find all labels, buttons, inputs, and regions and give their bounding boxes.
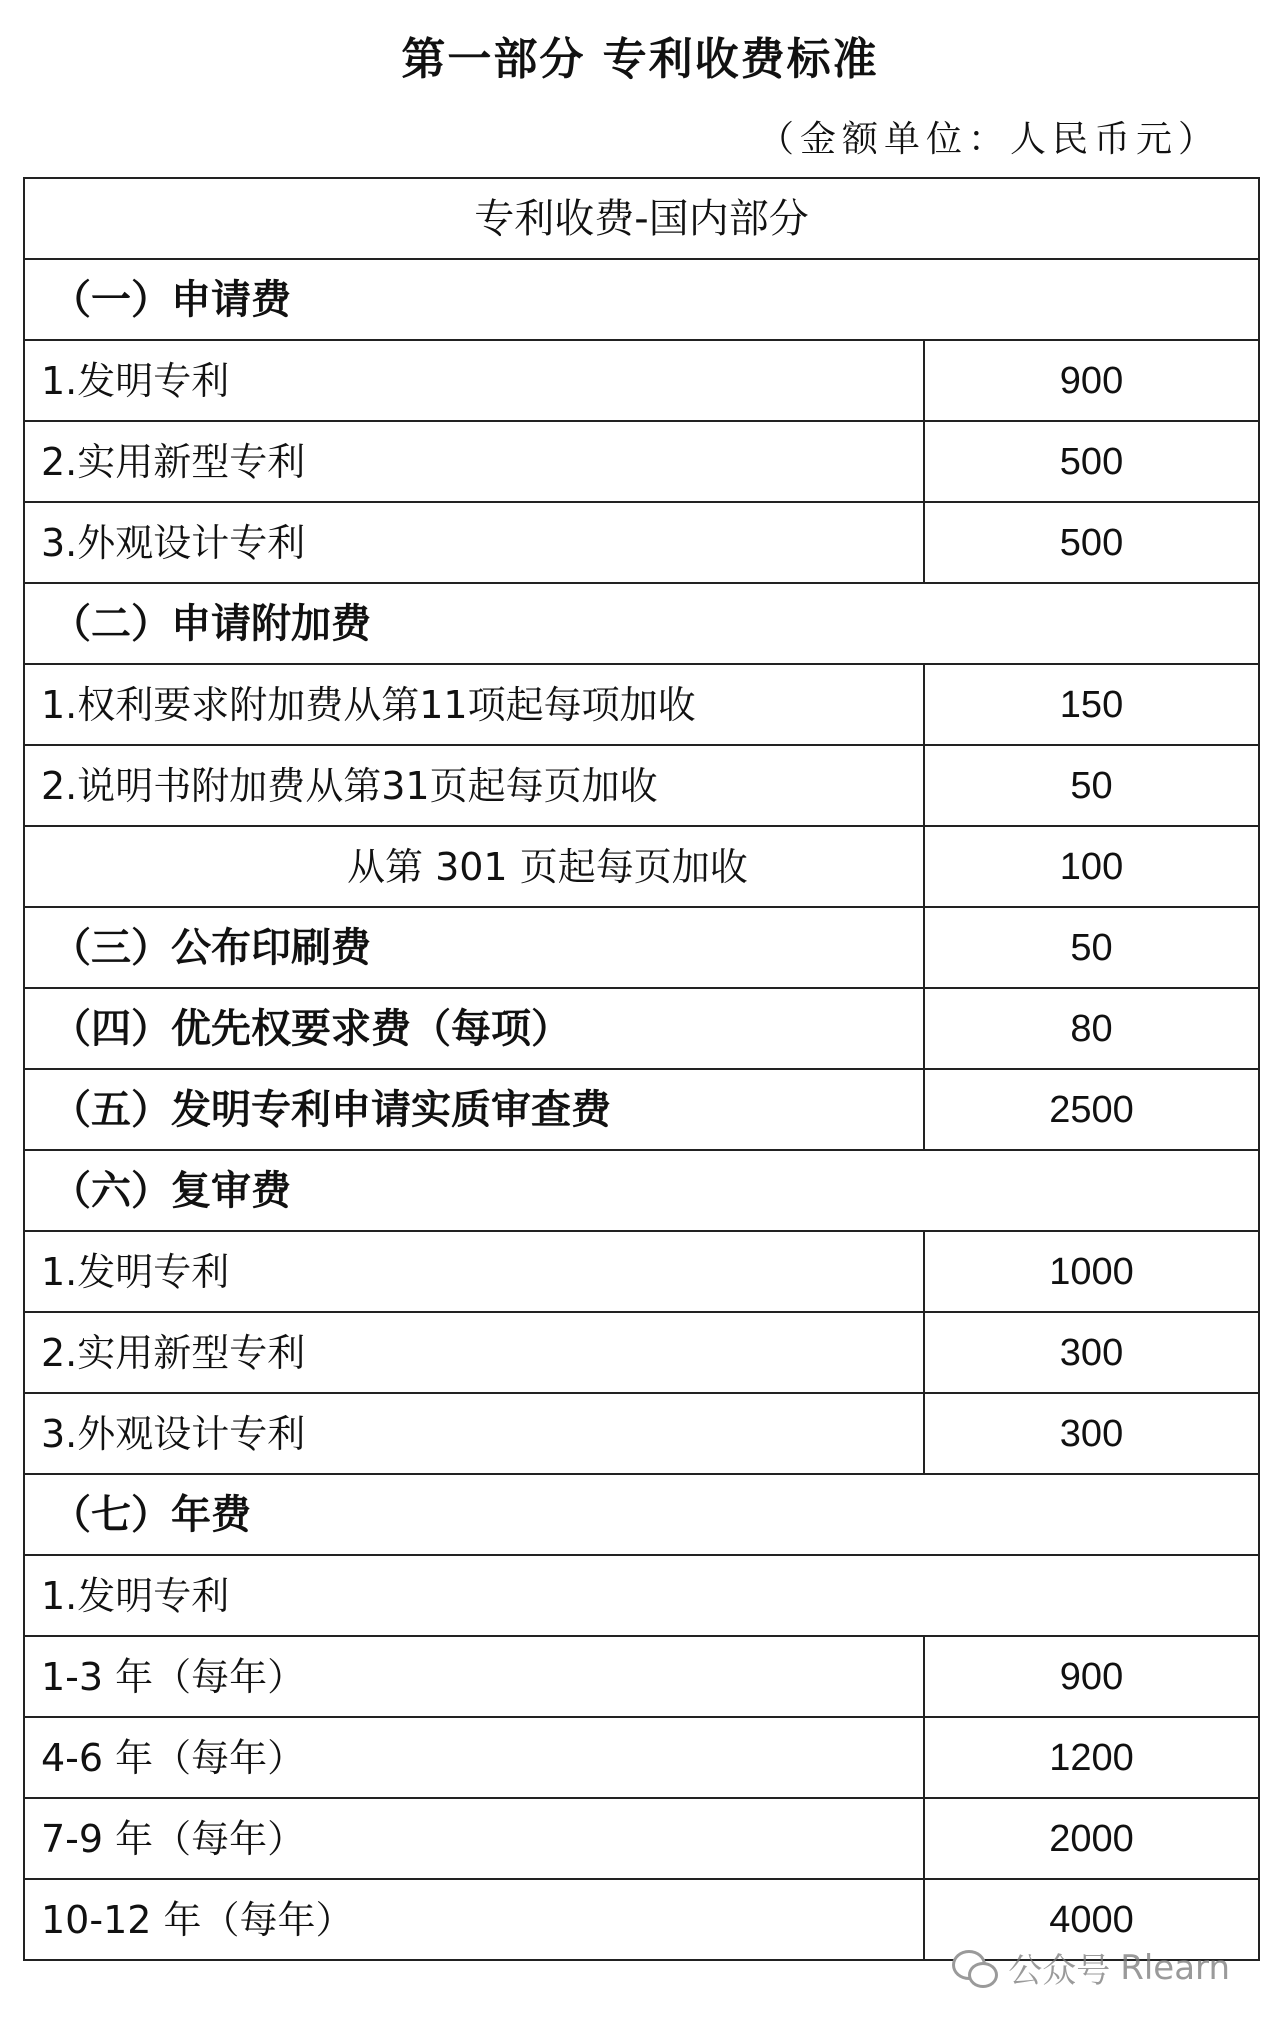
row-value: 900 [924,340,1259,421]
row-label: 1.权利要求附加费从第11项起每项加收 [24,664,924,745]
row-value: 900 [924,1636,1259,1717]
section-row [24,988,1259,1069]
row-value: 150 [924,664,1259,745]
row-label: 1.发明专利 [24,1231,924,1312]
table-row [24,745,1259,826]
table-row [24,502,1259,583]
row-label: 3.外观设计专利 [24,502,924,583]
table-row [24,340,1259,421]
row-label: 3.外观设计专利 [24,1393,924,1474]
fee-table [23,177,1260,1961]
row-label: 从第 301 页起每页加收 [24,826,924,907]
section-label: （七）年费 [24,1474,1259,1555]
section-label: （二）申请附加费 [24,583,1259,664]
wechat-icon [952,1948,998,1988]
section-row [24,259,1259,340]
table-row [24,664,1259,745]
watermark-suffix: Rlearn [1120,1947,1230,1988]
row-label: 4-6 年（每年） [24,1717,924,1798]
table-row [24,1231,1259,1312]
row-value: 500 [924,421,1259,502]
row-value: 50 [924,907,1259,988]
section-label: （三）公布印刷费 [24,907,924,988]
section-label: （一）申请费 [24,259,1259,340]
row-label: 2.实用新型专利 [24,421,924,502]
watermark-text: 公众号 [1008,1951,1111,1991]
section-label: （五）发明专利申请实质审查费 [24,1069,924,1150]
table-row [24,1717,1259,1798]
section-label: （四）优先权要求费（每项） [24,988,924,1069]
subheader-row [24,1555,1259,1636]
section-row [24,907,1259,988]
section-label: （六）复审费 [24,1150,1259,1231]
row-label: 1.发明专利 [24,340,924,421]
table-row [24,421,1259,502]
row-label: 2.实用新型专利 [24,1312,924,1393]
page-title: 第一部分 专利收费标准 [401,34,879,85]
row-value: 100 [924,826,1259,907]
row-label: 1-3 年（每年） [24,1636,924,1717]
table-row [24,1798,1259,1879]
table-caption: 专利收费-国内部分 [24,178,1259,259]
row-value: 4000 [924,1879,1259,1960]
subheader-label: 1.发明专利 [24,1555,1259,1636]
row-value: 300 [924,1393,1259,1474]
section-row [24,583,1259,664]
row-label: 7-9 年（每年） [24,1798,924,1879]
row-value: 50 [924,745,1259,826]
unit-note: （金额单位：人民币元） [757,119,1220,160]
row-label: 2.说明书附加费从第31页起每页加收 [24,745,924,826]
table-row [24,826,1259,907]
row-label: 10-12 年（每年） [24,1879,924,1960]
table-caption-row [24,178,1259,259]
table-row [24,1312,1259,1393]
row-value: 300 [924,1312,1259,1393]
row-value: 500 [924,502,1259,583]
row-value: 2500 [924,1069,1259,1150]
row-value: 80 [924,988,1259,1069]
section-row [24,1474,1259,1555]
row-value: 1200 [924,1717,1259,1798]
section-row [24,1150,1259,1231]
row-value: 2000 [924,1798,1259,1879]
section-row [24,1069,1259,1150]
table-row [24,1636,1259,1717]
watermark [952,1943,1230,1992]
row-value: 1000 [924,1231,1259,1312]
table-row [24,1393,1259,1474]
